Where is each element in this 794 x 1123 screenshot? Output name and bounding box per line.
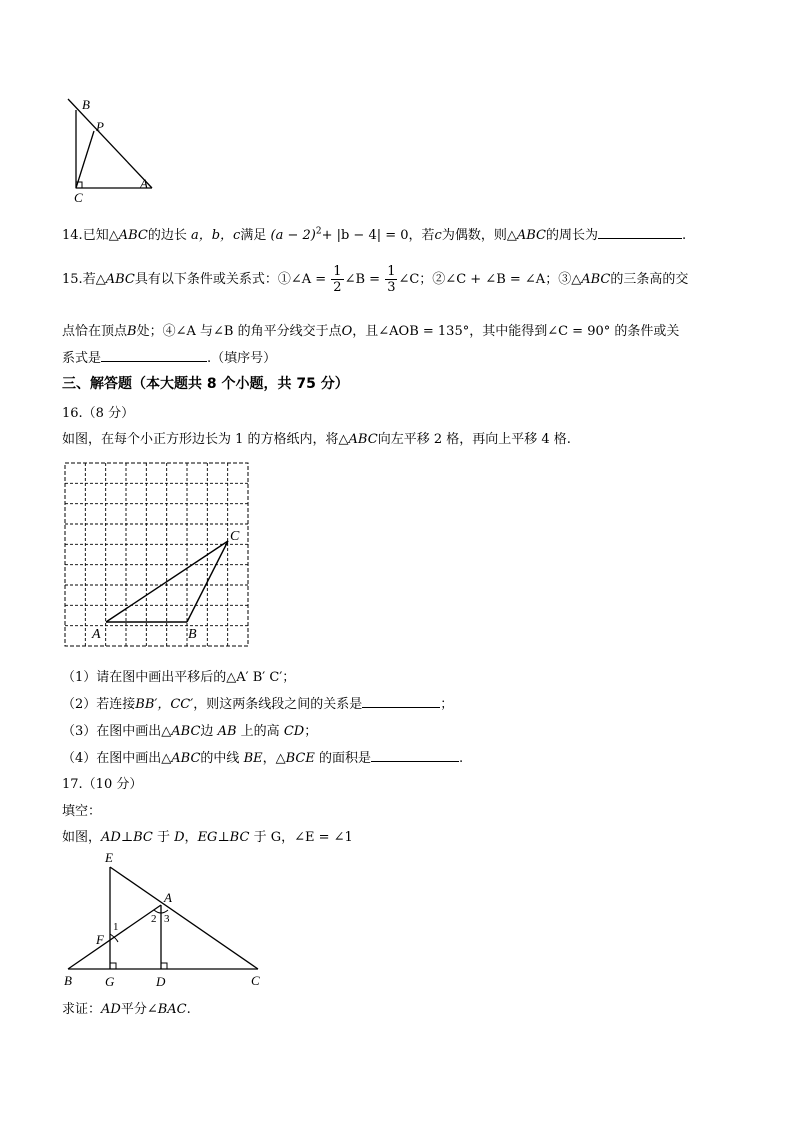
label-c: C [251,973,260,988]
question-15: 15.若△ABC具有以下条件或关系式：①∠A = $\frac{1}{2}$ ∠B = $\frac{1}{3}$ ∠C；②∠C + ∠B = ∠A；③△ABC的三条高的交 [62,264,689,295]
q15-answer-blank[interactable] [101,360,207,362]
question-15-line2: 点恰在顶点B处；④∠A 与∠B 的角平分线交于点O，且∠AOB = 135°，其中能得到∠C = 90° 的条件或关 [62,324,680,339]
label-c: C [74,190,83,205]
fraction-one-half: $\frac{1}{2}$ [333,264,342,295]
label-a: A [140,176,148,191]
q17-prove: 求证：AD平分∠BAC. [62,1002,191,1017]
section-3-heading: 三、解答题（本大题共 8 个小题，共 75 分） [62,376,349,392]
q16-part-1: （1）请在图中画出平移后的△A′ B′ C′； [62,670,296,685]
q16-part4-answer-blank[interactable] [371,760,459,762]
grid-figure-q16[interactable] [60,458,256,652]
grid-label-b: B [188,627,197,642]
label-b: B [82,97,90,112]
label-angle-1: 1 [113,921,119,933]
q16-part2-answer-blank[interactable] [362,706,440,708]
label-e: E [105,850,113,865]
question-14: 14.已知△ABC的边长 a，b，c满足 $(a - 2)^2+ |b - 4| = 0$，若c为偶数，则△ABC的周长为 . [62,226,687,243]
right-angle-g [110,963,116,969]
q16-intro: 如图，在每个小正方形边长为 1 的方格纸内，将△ABC向左平移 2 格，再向上平移 4 格. [62,432,571,447]
label-p: P [96,119,104,134]
figure-q13 [60,95,160,205]
q17-fill: 填空： [62,804,102,819]
label-angle-2: 2 [151,913,157,925]
q16-part-4: （4）在图中画出△ABC的中线 BE，△BCE 的面积是 . [62,751,464,766]
grid-label-a: A [92,627,101,642]
q17-given: 如图，AD⊥BC 于 D，EG⊥BC 于 G，∠E = ∠1 [62,830,353,845]
q14-number: 14. [62,228,83,243]
label-angle-3: 3 [164,913,170,925]
question-15-line3: 系式是 .（填序号） [62,351,277,366]
label-a: A [164,890,172,905]
q16-part-3: （3）在图中画出△ABC边 AB 上的高 CD； [62,724,318,739]
segment-ec [110,867,258,969]
q15-number: 15. [62,272,83,287]
right-angle-d [161,963,167,969]
grid-label-c: C [230,529,240,544]
segment-cp [76,131,94,188]
figure-q17 [58,850,278,992]
fraction-one-third: $\frac{1}{3}$ [387,264,396,295]
q14-formula: $(a - 2)^2+ |b - 4| = 0$，若 [270,226,435,243]
label-f: F [96,932,104,947]
label-g: G [105,974,115,989]
q16-header: 16.（8 分） [62,406,135,421]
label-d: D [156,974,166,989]
q14-answer-blank[interactable] [598,237,682,239]
q16-part-2: （2）若连接BB′，CC′，则这两条线段之间的关系是 ； [62,697,454,712]
q17-header: 17.（10 分） [62,777,143,792]
label-b: B [64,973,72,988]
